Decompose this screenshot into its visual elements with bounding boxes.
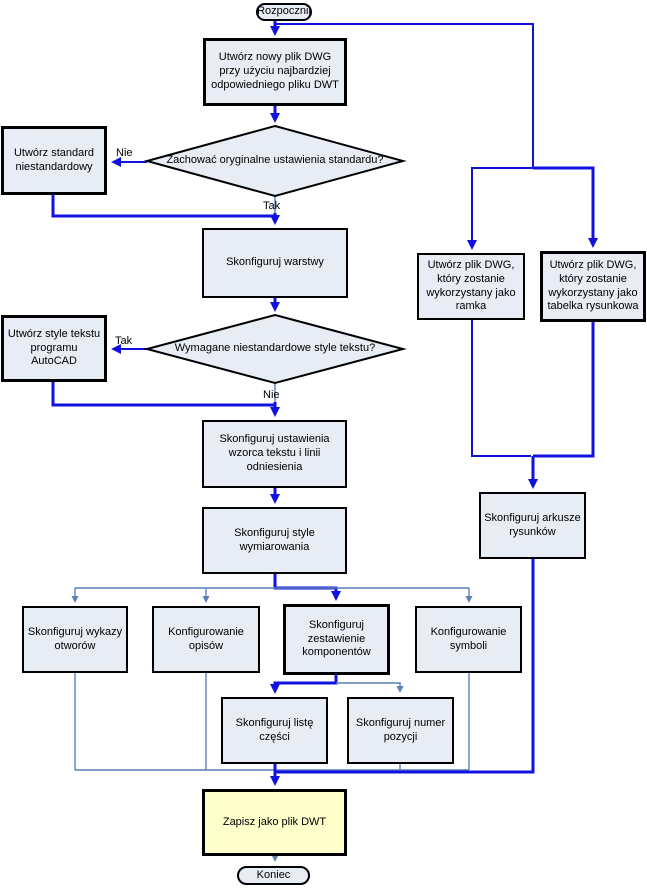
edge-label-yes-1: Tak xyxy=(263,200,281,212)
decision-keep-standard-label: Zachować oryginalne ustawienia standardu? xyxy=(166,154,384,167)
node-text-leader-settings: Skonfiguruj ustawienia wzorca tekstu i linii odniesienia xyxy=(202,420,347,488)
edge-custom-standard-return xyxy=(53,195,274,216)
node-hole-charts: Skonfiguruj wykazy otworów xyxy=(22,606,128,673)
node-custom-standard: Utwórz standard niestandardowy xyxy=(1,126,107,195)
node-parts-list: Skonfiguruj listę części xyxy=(221,697,328,764)
edge-to-dwg-title-block xyxy=(533,168,593,245)
node-dimension-styles: Skonfiguruj style wymiarowania xyxy=(202,507,347,574)
edge-text-styles-return xyxy=(53,382,274,405)
edge-label-no-1: Nie xyxy=(116,147,133,159)
edge-label-no-2: Nie xyxy=(263,389,280,401)
edge-components-to-parts-list xyxy=(275,675,336,691)
node-dwg-border: Utwórz plik DWG, który zostanie wykorzystany jako ramka xyxy=(417,253,525,320)
edge-dimension-to-components xyxy=(275,574,336,598)
node-component-list: Skonfiguruj zestawienie komponentów xyxy=(283,604,390,675)
edge-label-yes-2: Tak xyxy=(115,335,133,347)
node-create-dwg: Utwórz nowy plik DWG przy użyciu najbardziej odpowiedniego pliku DWT xyxy=(203,38,347,106)
node-item-number: Skonfiguruj numer pozycji xyxy=(347,697,454,764)
edge-components-to-item-number xyxy=(336,683,400,691)
node-create-text-styles: Utwórz style tekstu programu AutoCAD xyxy=(1,315,107,382)
node-drawing-sheets: Skonfiguruj arkusze rysunków xyxy=(479,492,586,559)
node-dwg-title-block: Utwórz plik DWG, który zostanie wykorzystany jako tabelka rysunkowa xyxy=(540,251,646,322)
node-save-dwt: Zapisz jako plik DWT xyxy=(202,789,347,856)
node-configure-layers: Skonfiguruj warstwy xyxy=(202,228,348,298)
decision-custom-text-styles-label: Wymagane niestandardowe style tekstu? xyxy=(174,342,376,355)
node-notes: Konfigurowanie opisów xyxy=(152,606,260,673)
node-symbols: Konfigurowanie symboli xyxy=(415,606,522,673)
edge-title-block-down xyxy=(533,322,593,456)
node-start: Rozpocznij xyxy=(256,3,312,21)
edge-border-down xyxy=(472,320,531,456)
node-end: Koniec xyxy=(237,866,310,885)
edge-to-dwg-border xyxy=(472,168,533,247)
